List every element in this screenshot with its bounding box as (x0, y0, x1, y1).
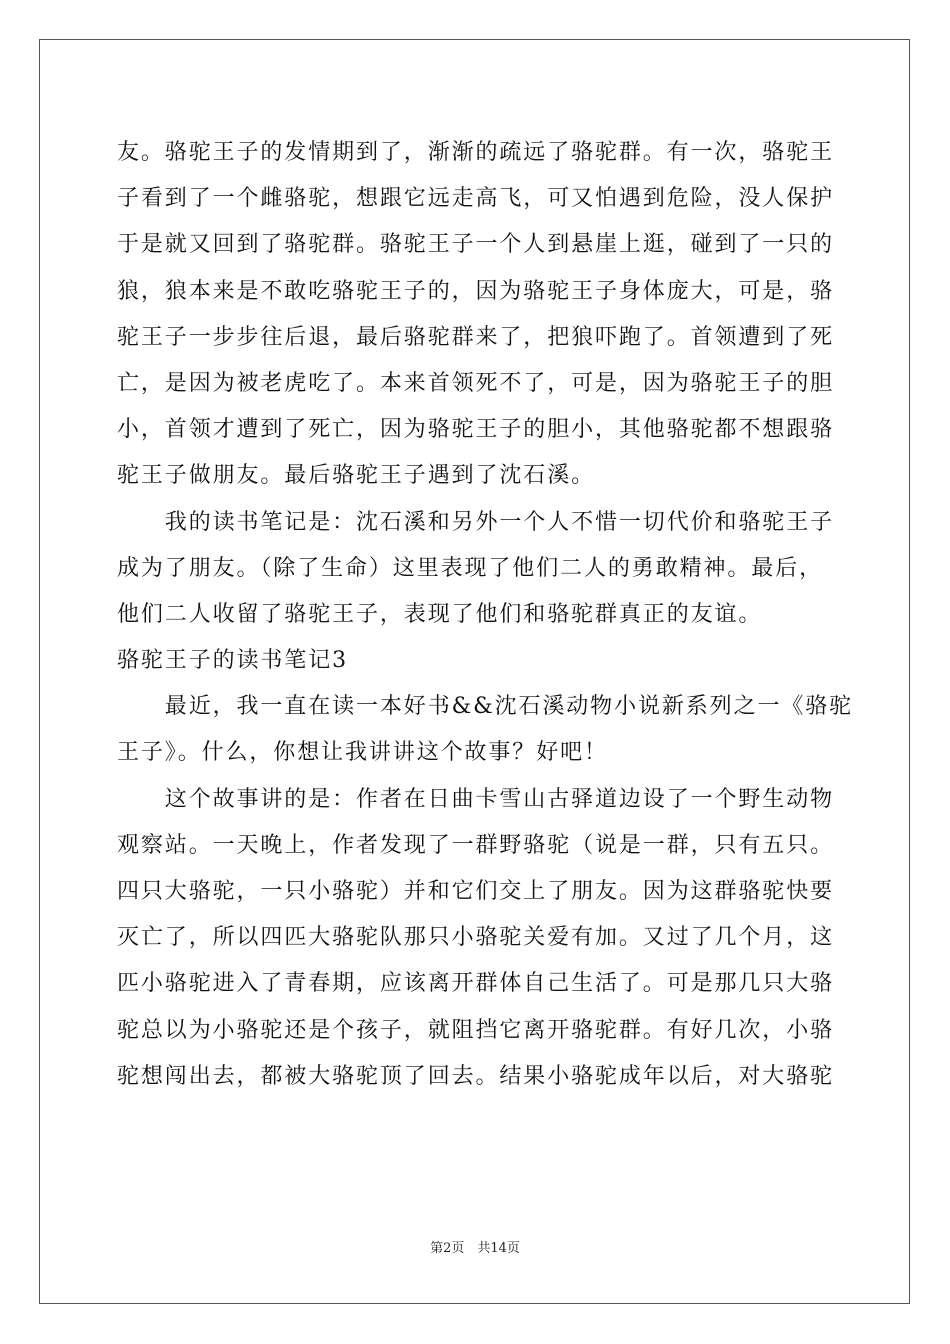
text-line: 成为了朋友。（除了生命）这里表现了他们二人的勇敢精神。最后， (117, 555, 824, 581)
text-line: 这个故事讲的是：作者在日曲卡雪山古驿道边设了一个野生动物 (117, 786, 835, 812)
text-line: 友。骆驼王子的发情期到了，渐渐的疏远了骆驼群。有一次，骆驼王 (117, 140, 835, 165)
text-line: 子看到了一个雌骆驼，想跟它远走高飞，可又怕遇到危险，没人保护 (117, 186, 835, 212)
text-line: 狼，狼本来是不敢吃骆驼王子的，因为骆驼王子身体庞大，可是，骆 (117, 278, 835, 304)
text-line: 我的读书笔记是：沈石溪和另外一个人不惜一切代价和骆驼王子 (117, 509, 835, 535)
text-line: 观察站。一天晚上，作者发现了一群野骆驼（说是一群，只有五只。 (117, 832, 835, 858)
text-line: 小，首领才遭到了死亡，因为骆驼王子的胆小，其他骆驼都不想跟骆 (117, 417, 835, 443)
page-number-footer: 第2页 共14页 (430, 1241, 520, 1256)
text-line: 驼想闯出去，都被大骆驼顶了回去。结果小骆驼成年以后，对大骆驼 (117, 1063, 835, 1089)
section-heading: 骆驼王子的读书笔记3 (117, 648, 348, 674)
text-line: 于是就又回到了骆驼群。骆驼王子一个人到悬崖上逛，碰到了一只的 (117, 232, 835, 258)
text-line: 亡，是因为被老虎吃了。本来首领死不了，可是，因为骆驼王子的胆 (117, 370, 835, 396)
text-line: 他们二人收留了骆驼王子，表现了他们和骆驼群真正的友谊。 (117, 601, 763, 627)
text-line: 灭亡了，所以四匹大骆驼队那只小骆驼关爱有加。又过了几个月，这 (117, 925, 835, 951)
text-line: 王子》。什么，你想让我讲讲这个故事？好吧！ (117, 740, 608, 766)
text-line: 四只大骆驼，一只小骆驼）并和它们交上了朋友。因为这群骆驼快要 (117, 879, 835, 904)
text-line: 最近，我一直在读一本好书&&沈石溪动物小说新系列之一《骆驼 (117, 694, 854, 720)
text-line: 驼王子做朋友。最后骆驼王子遇到了沈石溪。 (117, 463, 596, 489)
text-line: 驼总以为小骆驼还是个孩子，就阻挡它离开骆驼群。有好几次，小骆 (117, 1017, 835, 1043)
text-line: 匹小骆驼进入了青春期，应该离开群体自己生活了。可是那几只大骆 (117, 971, 835, 997)
document-body (117, 130, 854, 1100)
text-line: 驼王子一步步往后退，最后骆驼群来了，把狼吓跑了。首领遭到了死 (117, 324, 835, 350)
